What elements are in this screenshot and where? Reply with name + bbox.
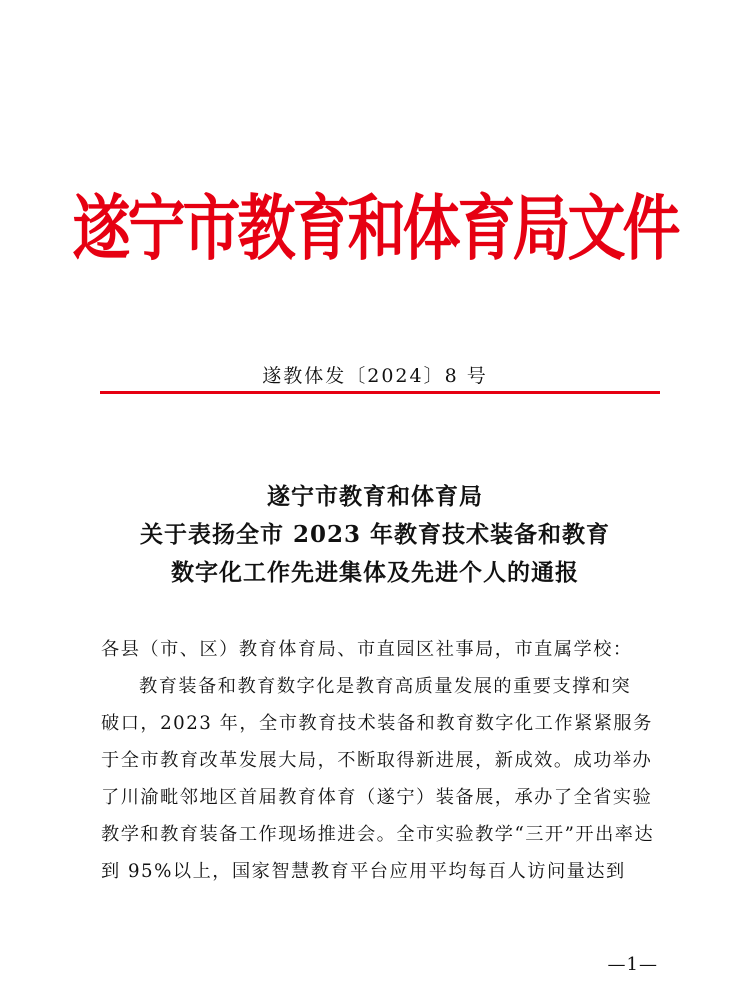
paragraph-line-6: 到 95%以上，国家智慧教育平台应用平均每百人访问量达到 bbox=[101, 861, 626, 882]
paragraph-line-4: 了川渝毗邻地区首届教育体育（遂宁）装备展，承办了全省实验 bbox=[101, 787, 653, 808]
title-line-3: 数字化工作先进集体及先进个人的通报 bbox=[171, 559, 579, 586]
addressee-line: 各县（市、区）教育体育局、市直园区社事局，市直属学校： bbox=[101, 639, 633, 660]
title-line-1: 遂宁市教育和体育局 bbox=[267, 483, 483, 510]
notice-title bbox=[0, 478, 750, 592]
paragraph-line-3: 于全市教育改革发展大局，不断取得新进展，新成效。成功举办 bbox=[101, 750, 653, 771]
document-masthead: 遂宁市教育和体育局文件 bbox=[72, 187, 678, 271]
red-divider-rule bbox=[100, 391, 660, 394]
document-number: 遂教体发〔2024〕8 号 bbox=[262, 365, 488, 387]
document-body bbox=[101, 631, 661, 890]
paragraph-line-2: 破口，2023 年，全市教育技术装备和教育数字化工作紧紧服务 bbox=[101, 713, 653, 734]
paragraph-line-1: 教育装备和教育数字化是教育高质量发展的重要支撑和突 bbox=[139, 676, 632, 697]
title-line-2: 关于表扬全市 2023 年教育技术装备和教育 bbox=[139, 521, 611, 548]
page-number: —1— bbox=[607, 954, 658, 975]
paragraph-line-5: 教学和教育装备工作现场推进会。全市实验教学“三开”开出率达 bbox=[101, 824, 655, 845]
